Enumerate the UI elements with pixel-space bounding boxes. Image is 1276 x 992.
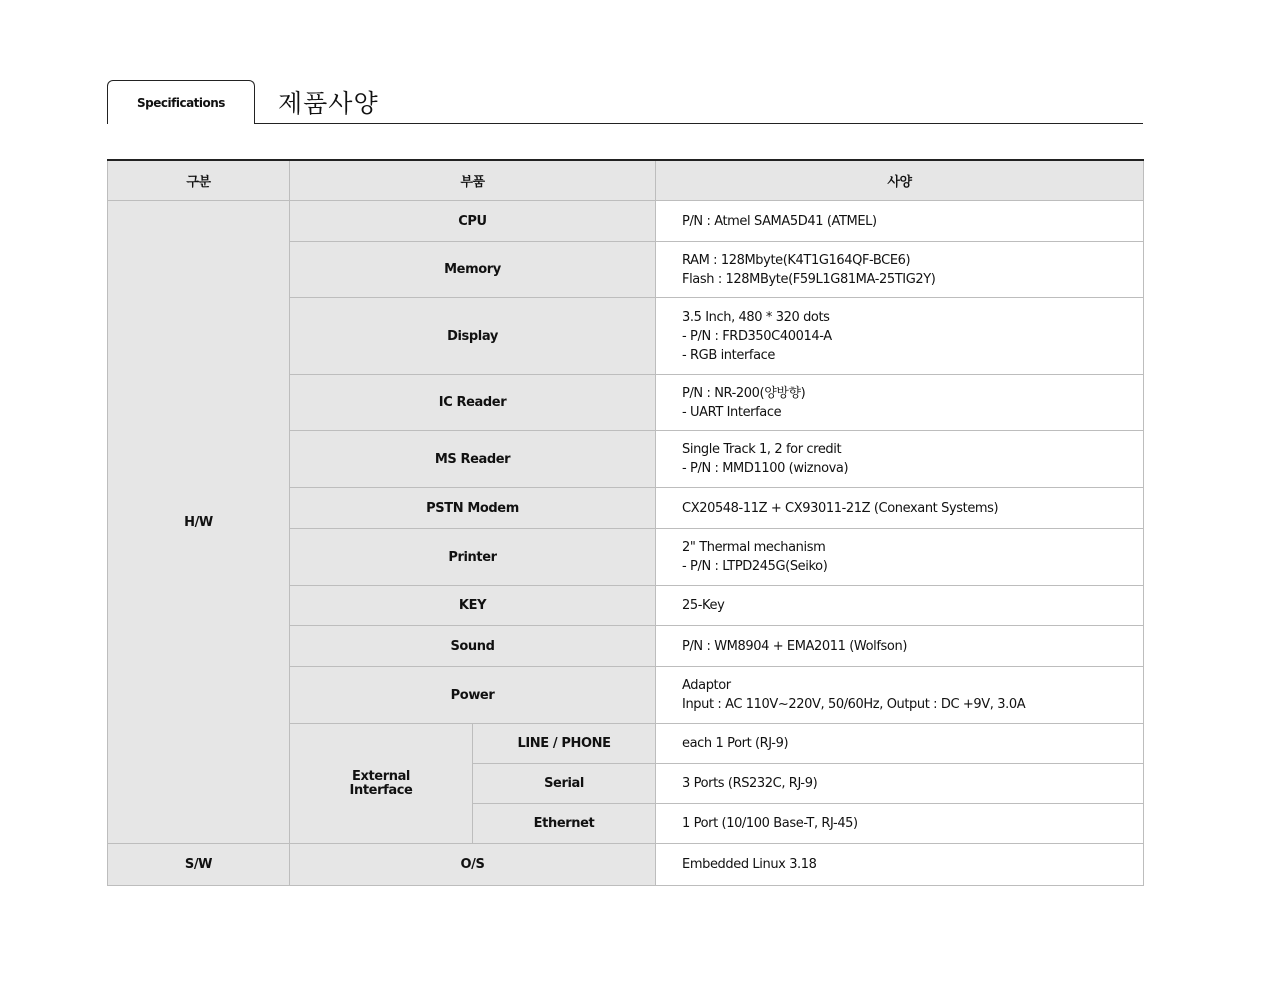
specifications-tab[interactable] [107, 80, 255, 124]
part-cell: PSTN Modem [290, 488, 656, 529]
header-spec: 사양 [656, 160, 1144, 201]
spec-cell [656, 298, 1144, 375]
spec-line: P/N : NR-200(양방향) [682, 385, 806, 401]
spec-cell [656, 242, 1144, 298]
part-cell: CPU [290, 201, 656, 242]
spec-line: Adaptor [682, 678, 731, 693]
header-part: 부품 [290, 160, 656, 201]
spec-cell [656, 375, 1144, 431]
spec-line: Single Track 1, 2 for credit [682, 442, 842, 457]
spec-line: CX20548-11Z + CX93011-21Z (Conexant Systems) [682, 500, 999, 516]
part-cell: Display [290, 298, 656, 375]
spec-line: Input : AC 110V~220V, 50/60Hz, Output : DC +9V, 3.0A [682, 697, 1026, 712]
part-cell: Ethernet [473, 804, 656, 844]
spec-line: Flash : 128MByte(F59L1G81MA-25TIG2Y) [682, 271, 936, 287]
part-cell: Printer [290, 529, 656, 586]
spec-table [107, 159, 1144, 886]
spec-line: 25-Key [682, 598, 725, 613]
spec-line: - UART Interface [682, 404, 782, 420]
title-underline [255, 123, 1143, 124]
spec-cell: 3 Ports (RS232C, RJ-9) [656, 764, 1144, 804]
external-label-line: External [352, 768, 410, 784]
part-cell: KEY [290, 586, 656, 626]
spec-line: - P/N : FRD350C40014-A [682, 328, 832, 344]
spec-cell [656, 201, 1144, 242]
part-cell: Memory [290, 242, 656, 298]
spec-cell [656, 488, 1144, 529]
spec-line: 2" Thermal mechanism [682, 540, 826, 555]
spec-cell [656, 586, 1144, 626]
part-cell: Sound [290, 626, 656, 667]
page-title: 제품사양 [278, 89, 379, 118]
part-cell: Serial [473, 764, 656, 804]
part-cell: Power [290, 667, 656, 724]
specifications-tab-label: Specifications [137, 95, 225, 110]
external-label-line: Interface [349, 782, 413, 798]
part-cell: LINE / PHONE [473, 724, 656, 764]
table-row [108, 844, 1144, 886]
external-interface-cell [290, 724, 473, 844]
spec-line: - P/N : LTPD245G(Seiko) [682, 559, 828, 574]
part-cell: MS Reader [290, 431, 656, 488]
spec-line: 3.5 Inch, 480 * 320 dots [682, 309, 830, 325]
spec-cell [656, 626, 1144, 667]
spec-line: RAM : 128Mbyte(K4T1G164QF-BCE6) [682, 252, 911, 268]
spec-line: - RGB interface [682, 347, 775, 363]
spec-cell [656, 529, 1144, 586]
spec-cell [656, 431, 1144, 488]
spec-line: - P/N : MMD1100 (wiznova) [682, 461, 849, 476]
hw-category-cell: H/W [108, 201, 290, 844]
part-cell: O/S [290, 844, 656, 886]
spec-line: P/N : Atmel SAMA5D41 (ATMEL) [682, 213, 877, 229]
spec-cell: Embedded Linux 3.18 [656, 844, 1144, 886]
spec-line: P/N : WM8904 + EMA2011 (Wolfson) [682, 638, 907, 654]
header-category: 구분 [108, 160, 290, 201]
spec-cell: each 1 Port (RJ-9) [656, 724, 1144, 764]
table-header-row [108, 160, 1144, 201]
sw-category-cell: S/W [108, 844, 290, 886]
spec-cell: 1 Port (10/100 Base-T, RJ-45) [656, 804, 1144, 844]
table-row [108, 201, 1144, 242]
spec-cell [656, 667, 1144, 724]
part-cell: IC Reader [290, 375, 656, 431]
